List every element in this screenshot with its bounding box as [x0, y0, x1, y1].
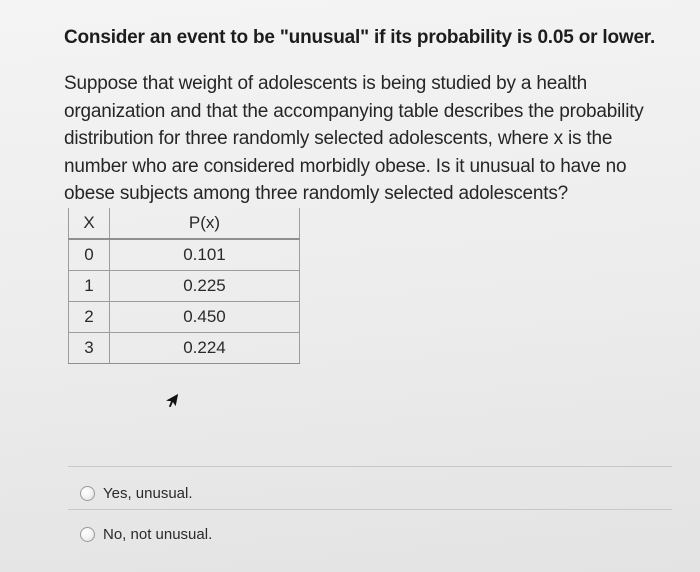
table-cell-x: 2 — [69, 302, 110, 333]
table-cell-x: 0 — [69, 239, 110, 271]
option-no-not-unusual[interactable] — [80, 526, 212, 543]
table-cell-px: 0.225 — [110, 271, 300, 302]
table-row — [69, 271, 300, 302]
table-row — [69, 239, 300, 271]
mouse-pointer-icon — [166, 392, 180, 408]
table-cell-px: 0.450 — [110, 302, 300, 333]
question-text: Suppose that weight of adolescents is being studied by a health organization and that the accompanying table describes the probability distribution for three randomly selected adolescents, where x is the number who are considered morbidly obese. Is it unusual to have no obese subjects among three randomly selected adolescents? — [64, 73, 644, 204]
option-yes-unusual[interactable] — [80, 485, 193, 502]
option-label-yes: Yes, unusual. — [103, 485, 193, 502]
column-header-px: P(x) — [110, 208, 300, 239]
table-header-row — [69, 208, 300, 239]
options-divider-top — [68, 466, 672, 467]
instruction-heading: Consider an event to be "unusual" if its probability is 0.05 or lower. — [64, 27, 656, 48]
table-row — [69, 333, 300, 364]
radio-button-no[interactable] — [80, 527, 95, 542]
probability-table — [68, 208, 300, 364]
options-divider-middle — [68, 509, 672, 510]
table-row — [69, 302, 300, 333]
table-cell-x: 3 — [69, 333, 110, 364]
table-cell-x: 1 — [69, 271, 110, 302]
column-header-x: X — [69, 208, 110, 239]
table-cell-px: 0.224 — [110, 333, 300, 364]
option-label-no: No, not unusual. — [103, 526, 213, 543]
radio-button-yes[interactable] — [80, 486, 95, 501]
table-cell-px: 0.101 — [110, 239, 300, 271]
